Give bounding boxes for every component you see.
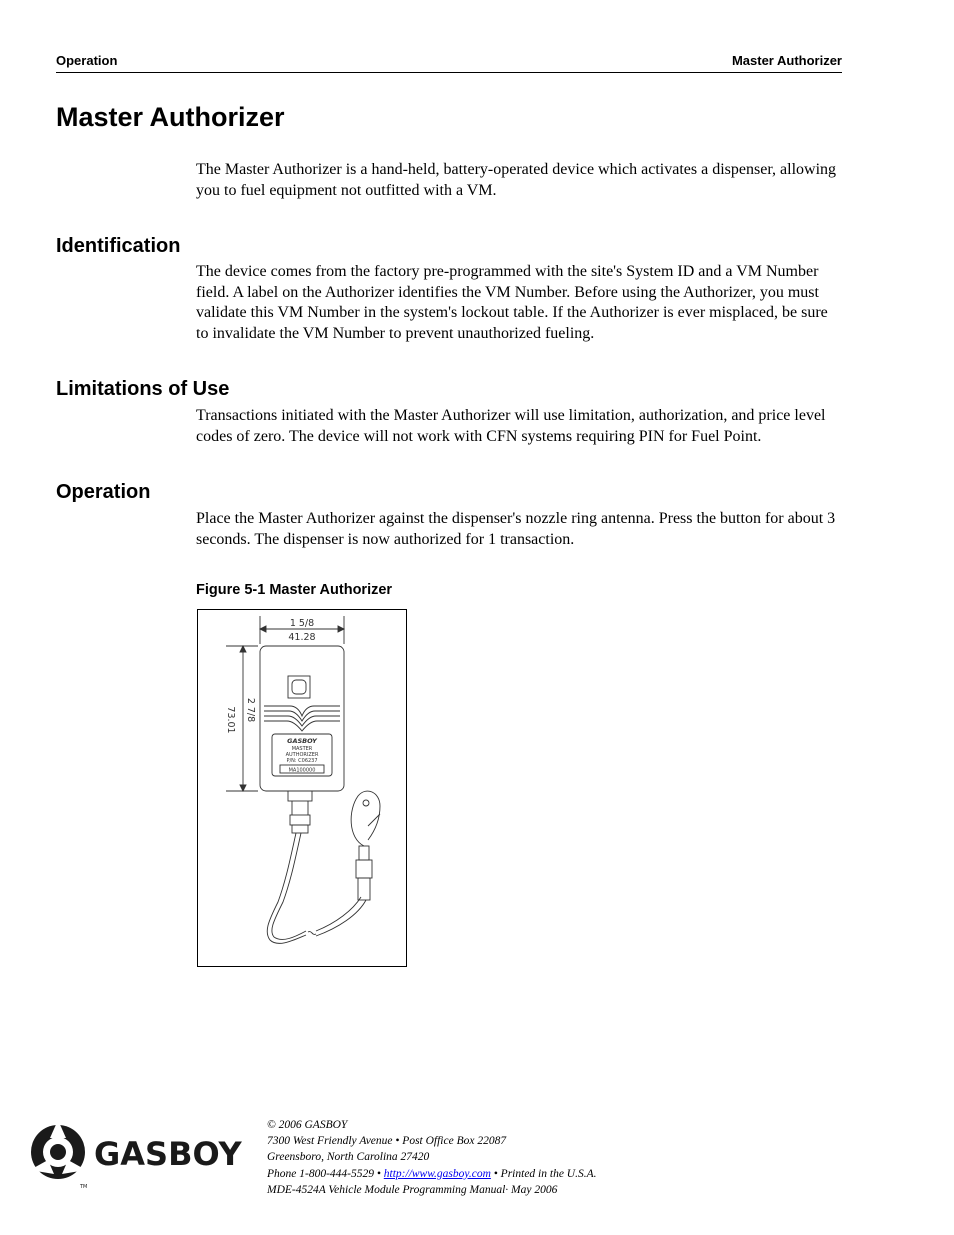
gasboy-wordmark: GASBOY [94,1135,242,1173]
width-dimension-mm: 41.28 [288,632,316,643]
clip-swivel-lower [356,860,372,878]
cord-left-outer [267,833,306,943]
footer-publisher-info [267,1117,597,1198]
clip-swivel-upper [359,846,369,860]
intro-paragraph: The Master Authorizer is a hand-held, battery-operated device which activates a dispenser, allowing you to fuel equipment not outfitted with a VM. [196,161,837,199]
device-label-line2: AUTHORIZER [285,752,319,758]
footer-manual-info: MDE-4524A Vehicle Module Programming Manual· May 2006 [267,1183,558,1196]
identification-paragraph: The device comes from the factory pre-programmed with the site's System ID and a VM Number field. A label on the Authorizer identifies the VM Number. Before using the Authorizer, you must validate this VM Number in the system's lockout table. If the Authorizer is ever misplaced, be sure to invalidate the VM Number to prevent unauthorized fueling. [196,263,828,342]
height-dimension-inches: 2 7/8 [245,697,256,723]
footer-address-line1: 7300 West Friendly Avenue • Post Office Box 22087 [267,1135,507,1148]
trademark-symbol: TM [80,1184,88,1190]
width-arrow-right [338,626,344,632]
running-header [56,52,842,73]
master-authorizer-drawing [198,610,408,968]
height-dimension-mm: 73.01 [225,706,236,734]
header-chapter-title: Master Authorizer [731,53,842,68]
gasboy-emblem-icon [30,1120,86,1179]
device-label-line1: MASTER [291,746,313,752]
strap-link [292,801,308,815]
clip-swivel-barrel [358,878,370,900]
figure-master-authorizer [197,609,407,967]
footer-printed: • Printed in the U.S.A. [490,1167,597,1180]
device-label-id: MA100000 [288,767,316,774]
footer-contact-line [267,1166,597,1182]
limitations-paragraph: Transactions initiated with the Master Authorizer will use limitation, authorization, and price level codes of zero. The device will not work with CFN systems requiring PIN for Fuel Point. [196,407,826,445]
strap-mount [288,791,312,801]
identification-heading: Identification [56,235,181,257]
width-dimension-inches: 1 5/8 [289,618,315,629]
device-label-pn: P/N: C06237 [286,758,318,764]
operation-paragraph: Place the Master Authorizer against the dispenser's nozzle ring antenna. Press the button for about 3 seconds. The dispenser is now authorized for 1 transaction. [196,510,836,548]
height-arrow-bottom [240,785,246,791]
figure-caption: Figure 5-1 Master Authorizer [196,582,393,598]
device-button-face [292,680,306,694]
strap-ferrule-2 [292,825,308,833]
footer-phone: Phone 1-800-444-5529 • [267,1167,384,1180]
clip-eye [363,800,369,806]
footer-copyright: © 2006 GASBOY [267,1119,348,1131]
footer-address-line2: Greensboro, North Carolina 27420 [267,1151,430,1164]
width-arrow-left [260,626,266,632]
height-arrow-top [240,646,246,652]
device-label-brand: GASBOY [287,737,317,745]
gasboy-logo [28,1118,254,1190]
footer-website-link[interactable]: http://www.gasboy.com [383,1167,491,1180]
page-title: Master Authorizer [56,102,285,132]
strap-ferrule-1 [290,815,310,825]
device-button [288,676,310,698]
cord-break-mark [308,932,316,935]
cord-left-inner [272,833,306,939]
cord-right-outer [316,900,366,936]
header-section-name: Operation [56,53,118,68]
limitations-heading: Limitations of Use [56,378,230,400]
operation-heading: Operation [56,481,151,503]
